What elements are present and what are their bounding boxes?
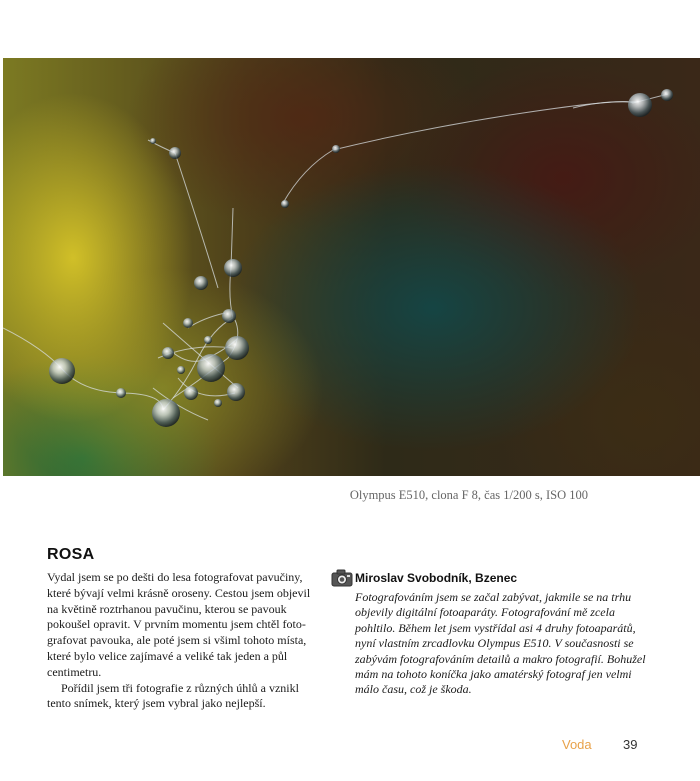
author-name: Miroslav Svobodník, Bzenec <box>355 571 518 585</box>
camera-icon <box>331 568 353 588</box>
author-box <box>331 568 651 698</box>
photo-caption: Olympus E510, clona F 8, čas 1/200 s, ISO 100 <box>349 488 588 502</box>
page-number: 39 <box>623 737 638 752</box>
dew-on-spiderweb-photo <box>3 58 700 476</box>
article-paragraph-1: Vydal jsem se po dešti do lesa fotografovat pavučiny, které bývají velmi krásně oroseny. Cestou jsem objevil na květině roztrhanou pavučinu, kterou se pavouk pokoušel opravit. V prvním momentu jsem chtěl fotografovat pavouka, ale poté jsem si všiml tohoto místa, které bylo velice zajímavé a veliké tak jeden a půl centimetru. <box>47 570 311 679</box>
spiderweb-illustration <box>3 58 700 476</box>
article-paragraph-2: Pořídil jsem tři fotografie z různých úhlů a vznikl tento snímek, který jsem vybral jako nejlepší. <box>47 680 299 711</box>
author-header <box>331 568 651 588</box>
author-bio: Fotografováním jsem se začal zabývat, jakmile se na trhu objevily digitální fotoaparáty. Fotografování mě zcela pohltilo. Během let jsem vystřídal asi 4 druhy fotoaparátů, nyní vlastním zrcadlovku Olympus E510. V současnosti se zabývám fotografováním detailů a makro fotografií. Bohužel mám na tohoto koníčka jako amatérský fotograf jen velmi málo času, což je škoda. <box>355 590 646 697</box>
section-name: Voda <box>562 737 592 752</box>
article-column <box>47 546 317 712</box>
article-heading: ROSA <box>47 546 95 563</box>
